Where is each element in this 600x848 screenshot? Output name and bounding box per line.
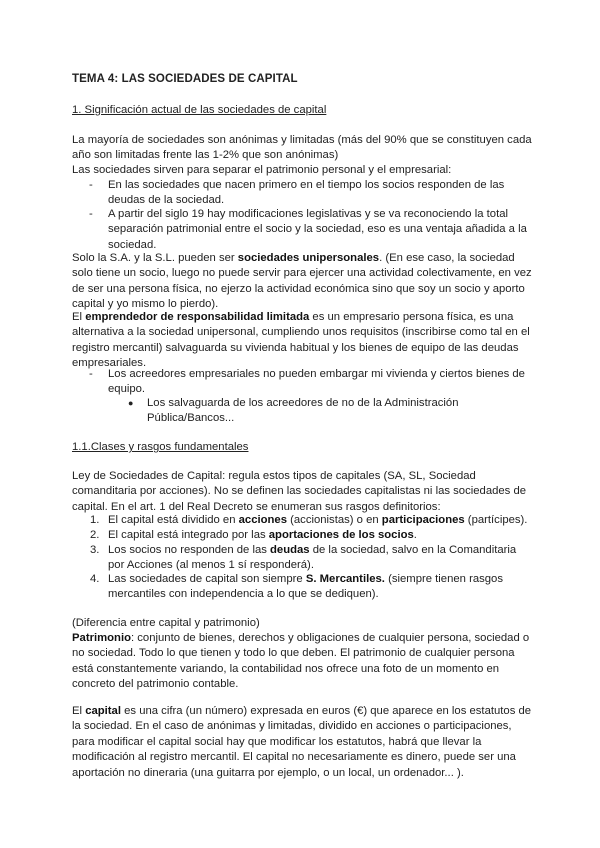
paragraph-patrimonio	[72, 631, 532, 693]
text-run: El capital está integrado por las	[108, 529, 269, 541]
list-number: 4.	[90, 573, 100, 585]
text-run: Los socios no responden de las	[108, 544, 271, 556]
document-title: TEMA 4: LAS SOCIEDADES DE CAPITAL	[72, 73, 298, 85]
text-run: de la sociedad, salvo en la Comanditaria por Acciones (al menos 1 sí responderá).	[108, 544, 517, 572]
bold-term: emprendedor de responsabilidad limitada	[85, 311, 310, 323]
text-run: El	[72, 311, 86, 323]
section-1-heading: 1. Significación actual de las sociedades de capital	[72, 104, 327, 116]
text-run: . (En ese caso, la sociedad solo tiene un socio, luego no puede servir para ejercer una actividad colectivamente, en vez de ser una persona física, no ejerzo la actividad económica sino que soy un socio y aporto capital y yo mismo lo pierdo).	[72, 252, 532, 311]
bold-term: participaciones	[381, 514, 465, 526]
list-item: Los acreedores empresariales no pueden embargar mi vivienda y ciertos bienes de equipo.	[108, 368, 525, 396]
numbered-item	[108, 513, 528, 528]
paragraph-capital	[72, 704, 532, 781]
text-run: (siempre tienen rasgos mercantiles con independencia a lo que se dediquen).	[108, 573, 503, 601]
paragraph-diferencia: (Diferencia entre capital y patrimonio)	[72, 617, 260, 629]
text-run: (partícipes).	[464, 514, 528, 526]
bold-term: deudas	[270, 544, 310, 556]
numbered-item	[108, 572, 528, 603]
bold-term: aportaciones de los socios	[268, 529, 414, 541]
text-run: es un empresario persona física, es una alternativa a la sociedad unipersonal, cumpliendo unos requisitos (inscribirse como tal en el registro mercantil) salvaguarda su vivienda habitual y los bienes de equipo de las deudas empresariales.	[72, 311, 530, 370]
paragraph-unipersonal	[72, 251, 532, 313]
text-run: es una cifra (un número) expresada en euros (€) que aparece en los estatutos de la sociedad. En el caso de anónimas y limitadas, dividido en acciones o participaciones, para modificar el capital social hay que modificar los estatutos, habrá que llevar la modificación al registro mercantil. El capital no necesariamente es dinero, puede ser una aportación no dineraria (una guitarra por ejemplo, o un local, un ordenador... ).	[72, 705, 532, 779]
text-run: Las sociedades de capital son siempre	[108, 573, 306, 585]
bold-term: capital	[85, 705, 121, 717]
paragraph-emprendedor	[72, 310, 532, 372]
text-run: : conjunto de bienes, derechos y obligaciones de cualquier persona, sociedad o no sociedad. Todo lo que tienen y todo lo que deben. El patrimonio de cualquier persona está constantemente variando, la contabilidad nos ofrece una foto de un momento en concreto del patrimonio contable.	[72, 632, 530, 691]
paragraph-ley: Ley de Sociedades de Capital: regula estos tipos de capitales (SA, SL, Sociedad comanditaria por acciones). No se definen las sociedades capitalistas ni las sociedades de capital. En el art. 1 del Real Decreto se enumeran sus rasgos definitorios:	[72, 470, 527, 513]
bold-term: acciones	[238, 514, 287, 526]
sub-list-item: Los salvaguarda de los acreedores de no de la Administración Pública/Bancos...	[147, 397, 459, 425]
text-run: El capital está dividido en	[108, 514, 239, 526]
paragraph-separate: Las sociedades sirven para separar el patrimonio personal y el empresarial:	[72, 164, 452, 176]
list-item: En las sociedades que nacen primero en el tiempo los socios responden de las deudas de la sociedad.	[108, 179, 505, 207]
list-number: 2.	[90, 529, 100, 541]
paragraph-majority: La mayoría de sociedades son anónimas y limitadas (más del 90% que se constituyen cada año son limitadas frente las 1-2% que son anónimas)	[72, 134, 532, 162]
text-run: El	[72, 705, 86, 717]
text-run: Solo la S.A. y la S.L. pueden ser	[72, 252, 238, 264]
bold-term: S. Mercantiles.	[305, 573, 385, 585]
list-item: A partir del siglo 19 hay modificaciones legislativas y se va reconociendo la total separación patrimonial entre el socio y la sociedad, eso es una ventaja añadida a la sociedad.	[108, 208, 527, 251]
text-run: .	[413, 529, 417, 541]
text-run: (accionistas) o en	[286, 514, 382, 526]
numbered-item	[108, 528, 528, 543]
bullet-dash: -	[89, 208, 93, 220]
bullet-dash: -	[89, 368, 93, 380]
bullet-dash: -	[89, 179, 93, 191]
numbered-item	[108, 543, 528, 574]
list-number: 3.	[90, 544, 100, 556]
section-1-1-heading: 1.1.Clases y rasgos fundamentales	[72, 441, 249, 453]
bold-term: sociedades unipersonales	[237, 252, 380, 264]
bullet-dot-icon: ●	[128, 398, 134, 408]
list-number: 1.	[90, 514, 100, 526]
bold-term: Patrimonio	[72, 632, 131, 644]
